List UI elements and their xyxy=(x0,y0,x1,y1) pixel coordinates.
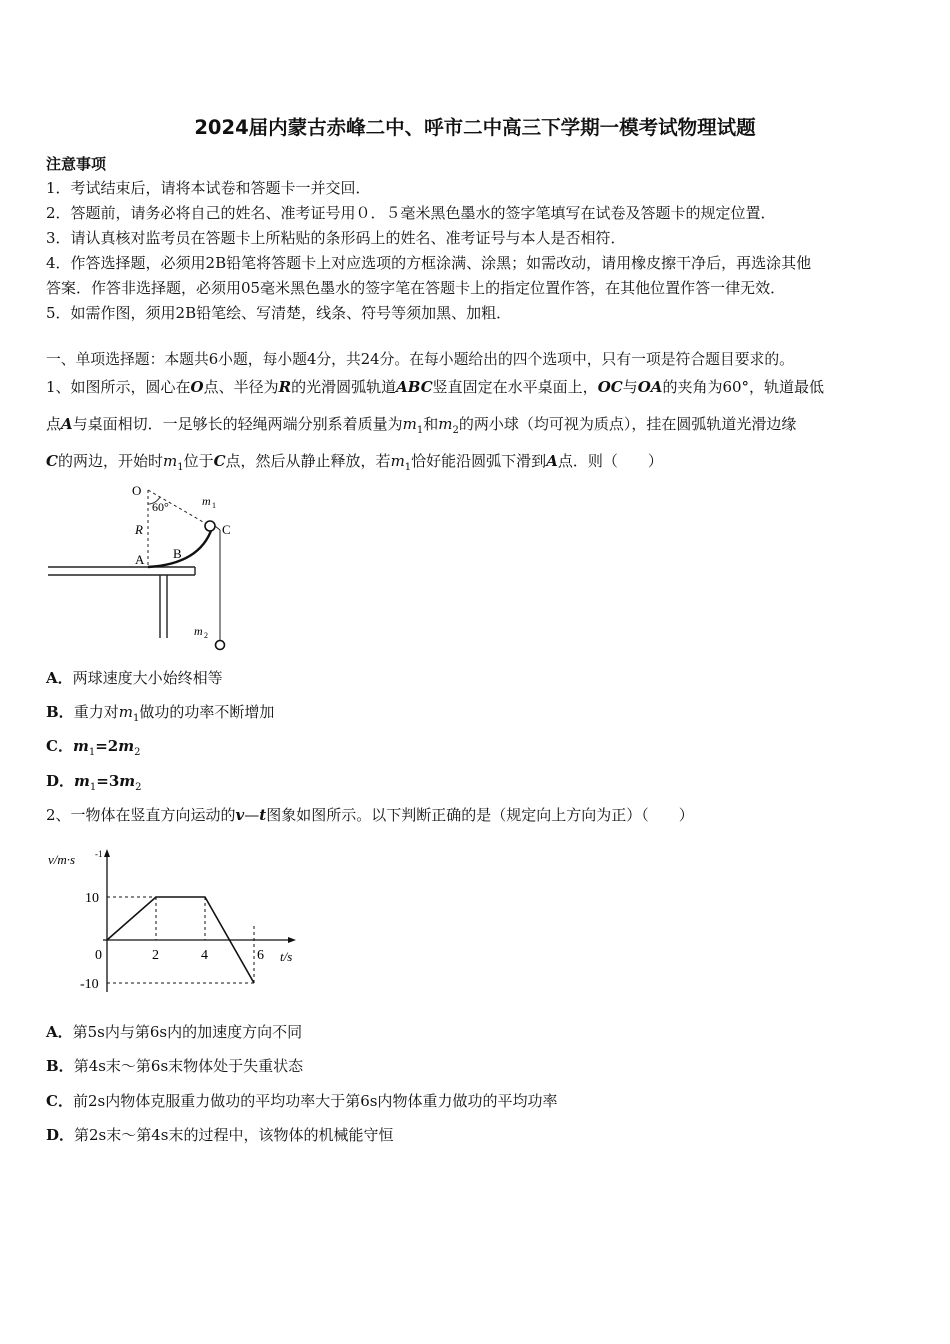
q1-option-d[interactable]: D．$m_1=3m_2$ xyxy=(46,772,142,793)
q1-option-c[interactable]: C．$m_1=2m_2$ xyxy=(46,737,141,758)
page-title: 2024届内蒙古赤峰二中、呼市二中高三下学期一模考试物理试题 xyxy=(194,116,756,139)
label-angle: 60° xyxy=(152,500,169,514)
section-heading: 一、单项选择题：本题共6小题，每小题4分，共24分。在每小题给出的四个选项中，只有一项是符合题目要求的。 xyxy=(46,351,794,368)
y-tick-label: 10 xyxy=(85,891,99,906)
vt-chart xyxy=(40,840,310,1000)
ball-m1 xyxy=(205,521,215,531)
y-tick-label: -10 xyxy=(80,977,99,992)
label-m2: m xyxy=(194,624,203,638)
x-axis-label: t/s xyxy=(280,949,293,964)
q1-stem-line-3: C的两边，开始时$m_1$位于C点，然后从静止释放，若$m_1$恰好能沿圆弧下滑到A点．则（ ） xyxy=(46,452,663,473)
x-tick-label: 6 xyxy=(257,948,264,963)
notice-item: 4．作答选择题，必须用2B铅笔将答题卡上对应选项的方框涂满、涂黑；如需改动，请用橡皮擦干净后，再选涂其他 xyxy=(46,254,812,272)
ball-m2 xyxy=(216,641,225,650)
notice-item: 1．考试结束后，请将本试卷和答题卡一并交回． xyxy=(46,179,371,197)
notice-heading: 注意事项 xyxy=(46,155,107,173)
q1-track-figure xyxy=(40,478,250,654)
q1-stem-line-2: 点A与桌面相切．一足够长的轻绳两端分别系着质量为$m_1$和$m_2$的两小球（均可视为质点），挂在圆弧轨道光滑边缘 xyxy=(46,415,797,436)
label-m1: m xyxy=(202,494,211,508)
y-axis-label: v/m·s xyxy=(48,852,76,867)
notice-item: 3．请认真核对监考员在答题卡上所粘贴的条形码上的姓名、准考证号与本人是否相符． xyxy=(46,229,626,247)
label-m2-sub: 2 xyxy=(204,631,208,640)
notice-item: 5．如需作图，须用2B铅笔绘、写清楚，线条、符号等须加黑、加粗． xyxy=(46,304,512,322)
label-O: O xyxy=(132,483,142,498)
label-A: A xyxy=(135,552,145,567)
q1-option-a[interactable]: A．两球速度大小始终相等 xyxy=(46,669,223,687)
x-tick-label: 2 xyxy=(152,948,159,963)
label-B: B xyxy=(173,546,182,561)
y-axis-arrow xyxy=(104,849,110,857)
label-m1-sub: 1 xyxy=(212,501,216,510)
rope xyxy=(215,526,220,530)
x-tick-label: 4 xyxy=(201,948,208,963)
y-axis-label-exponent: -1 xyxy=(95,849,103,859)
q2-stem: 2、一物体在竖直方向运动的v—t图象如图所示。以下判断正确的是（规定向上方向为正）（ ） xyxy=(46,806,694,824)
q2-option-d[interactable]: D．第2s末～第4s末的过程中，该物体的机械能守恒 xyxy=(46,1126,394,1144)
x-axis-arrow xyxy=(288,937,296,943)
label-C: C xyxy=(222,522,231,537)
notice-item: 答案．作答非选择题，必须用05毫米黑色墨水的签字笔在答题卡上的指定位置作答，在其他位置作答一律无效． xyxy=(46,279,786,297)
label-R: R xyxy=(135,522,143,537)
q2-option-c[interactable]: C．前2s内物体克服重力做功的平均功率大于第6s内物体重力做功的平均功率 xyxy=(46,1092,558,1110)
q2-option-b[interactable]: B．第4s末～第6s末物体处于失重状态 xyxy=(46,1057,304,1075)
q1-option-b[interactable]: B．重力对$m_1$做功的功率不断增加 xyxy=(46,703,275,724)
x-tick-label: 0 xyxy=(95,948,102,963)
q2-option-a[interactable]: A．第5s内与第6s内的加速度方向不同 xyxy=(46,1023,303,1041)
q1-stem-line-1: 1、如图所示，圆心在O点、半径为R的光滑圆弧轨道ABC竖直固定在水平桌面上，OC与OA的夹角为60°，轨道最低 xyxy=(46,378,825,396)
notice-item: 2．答题前，请务必将自己的姓名、准考证号用０．５毫米黑色墨水的签字笔填写在试卷及答题卡的规定位置． xyxy=(46,204,776,222)
